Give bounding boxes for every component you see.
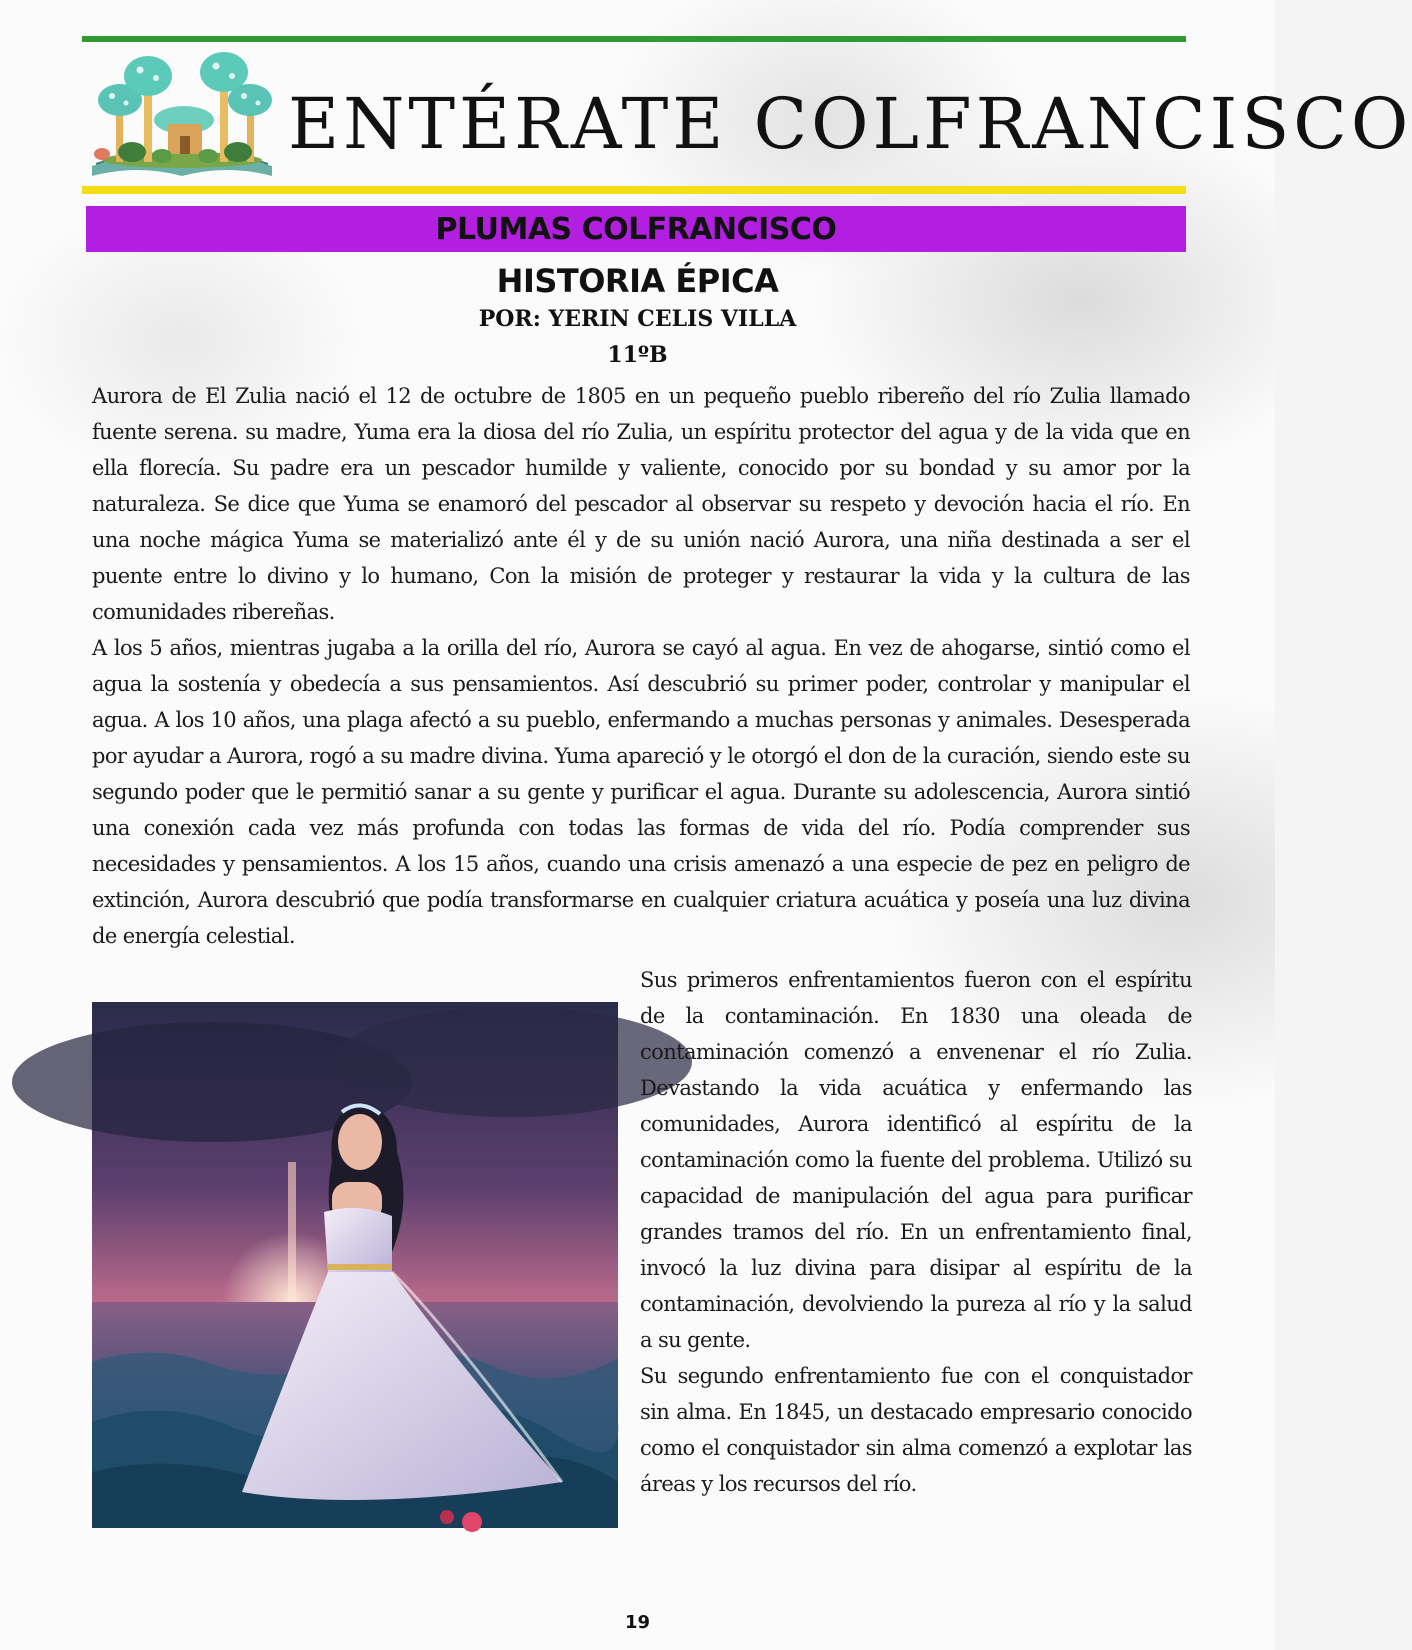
top-green-rule — [82, 36, 1186, 42]
page-number: 19 — [624, 1612, 651, 1633]
paragraph: Aurora de El Zulia nació el 12 de octubre de 1805 en un pequeño pueblo ribereño del río Zulia llamado fuente serena. su madre, Yuma era la diosa del río Zulia, un espíritu protector del agua y de la vida que en ella florecía. Su padre era un pescador humilde y valiente, conocido por su bondad y su amor por la naturaleza. Se dice que Yuma se enamoró del pescador al observar su respeto y devoción hacia el río. En una noche mágica Yuma se materializó ante él y de su unión nació Aurora, una niña destinada a ser el puente entre lo divino y lo humano, Con la misión de proteger y restaurar la vida y la cultura de las comunidades ribereñas. — [92, 384, 1190, 624]
story-title: HISTORIA ÉPICA — [496, 262, 779, 300]
article-column — [640, 962, 1192, 1502]
yellow-rule — [82, 186, 1186, 194]
author-grade: 11ºB — [607, 342, 668, 368]
paragraph: Sus primeros enfrentamientos fueron con el espíritu de la contaminación. En 1830 una oleada de contaminación comenzó a envenenar el río Zulia. Devastando la vida acuática y enfermando las comunidades, Aurora identificó al espíritu de la contaminación como la fuente del problema. Utilizó su capacidad de manipulación del agua para purificar grandes tramos del río. En un enfrentamiento final, invocó la luz divina para disipar al espíritu de la contaminación, devolviendo la pureza al río y la salud a su gente. — [640, 968, 1192, 1352]
storybook-forest-logo-icon — [82, 48, 282, 180]
paragraph: Su segundo enfrentamiento fue con el conquistador sin alma. En 1845, un destacado empresario conocido como el conquistador sin alma comenzó a explotar las áreas y los recursos del río. — [640, 1364, 1192, 1496]
article-body — [92, 378, 1190, 954]
river-goddess-illustration — [92, 1002, 618, 1528]
section-banner: PLUMAS COLFRANCISCO — [86, 206, 1186, 252]
paragraph: A los 5 años, mientras jugaba a la orilla del río, Aurora se cayó al agua. En vez de ahogarse, sintió como el agua la sostenía y obedecía a sus pensamientos. Así descubrió su primer poder, controlar y manipular el agua. A los 10 años, una plaga afectó a su pueblo, enfermando a muchas personas y animales. Desesperada por ayudar a Aurora, rogó a su madre divina. Yuma apareció y le otorgó el don de la curación, siendo este su segundo poder que le permitió sanar a su gente y purificar el agua. Durante su adolescencia, Aurora sintió una conexión cada vez más profunda con todas las formas de vida del río. Podía comprender sus necesidades y pensamientos. A los 15 años, cuando una crisis amenazó a una especie de pez en peligro de extinción, Aurora descubrió que podía transformarse en cualquier criatura acuática y poseía una luz divina de energía celestial. — [92, 636, 1190, 948]
masthead-title: ENTÉRATE COLFRANCISCO — [288, 83, 1412, 165]
author-byline: POR: YERIN CELIS VILLA — [478, 306, 797, 332]
